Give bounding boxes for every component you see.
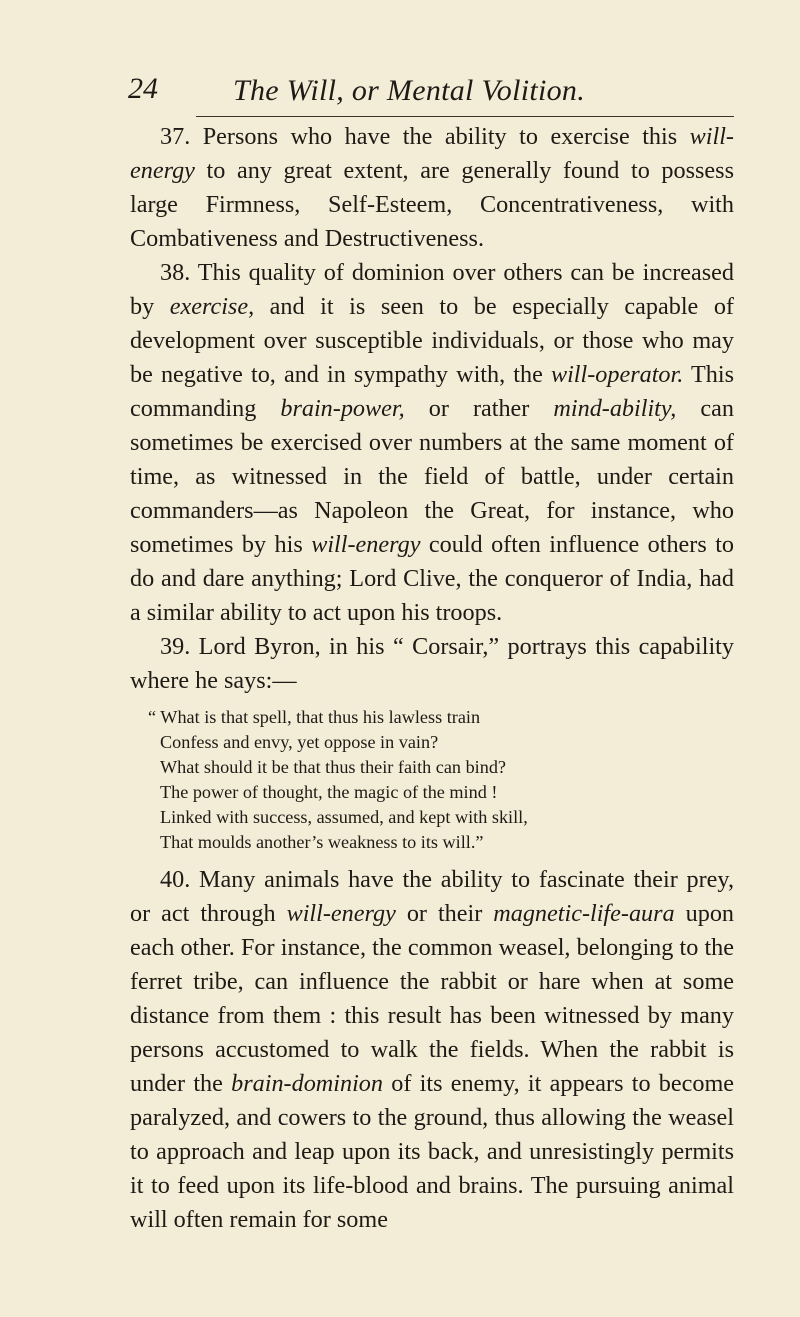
paragraph-number: 40. <box>160 866 191 893</box>
text-run: upon each other. For instance, the common weasel, belonging to the ferret tribe, can influence the rabbit or hare when at some distance from them : this result has been witnessed by many persons accustomed to walk the fields. When the rabbit is under the <box>130 900 735 1097</box>
italic-term: exercise, <box>169 293 255 320</box>
running-title: The Will, or Mental Volition. <box>233 74 586 107</box>
italic-term: brain-dominion <box>231 1070 383 1097</box>
paragraph-number: 39. <box>160 633 191 660</box>
paragraph-number: 38. <box>160 259 191 286</box>
paragraph-number: 37. <box>160 123 191 150</box>
body-text <box>130 120 734 1237</box>
verse-line: Linked with success, assumed, and kept with skill, <box>160 807 528 827</box>
text-run: of its enemy, it appears to become paralyzed, and cowers to the ground, thus allowing the weasel to approach and leap upon its back, and unresistingly permits it to feed upon its life-blood and brains. The pursuing animal will often remain for some <box>130 1070 734 1233</box>
text-run: Many animals have the ability to fascinate their prey, or act through <box>130 866 734 927</box>
italic-term: will-energy <box>286 900 396 927</box>
italic-term: brain-power, <box>280 395 405 422</box>
verse-line: “ What is that spell, that thus his lawless train <box>148 707 481 727</box>
paragraph-39 <box>130 630 734 698</box>
page-number: 24 <box>128 72 158 105</box>
text-run: can sometimes be exercised over numbers at the same moment of time, as witnessed in the field of battle, under certain commanders—as Napoleon the Great, for instance, who sometimes by his <box>130 395 734 558</box>
text-run: and it is seen to be especially capable of development over susceptible individuals, or those who may be negative to, and in sympathy with, the <box>130 293 734 388</box>
header-rule <box>196 116 734 117</box>
verse-line: What should it be that thus their faith can bind? <box>160 757 506 777</box>
text-run: This quality of dominion over others can be increased by <box>130 259 734 320</box>
text-run: could often influence others to do and dare anything; Lord Clive, the conqueror of India, had a similar ability to act upon his troops. <box>130 531 735 626</box>
italic-term: will-energy <box>130 123 734 184</box>
text-run: or rather <box>404 395 554 422</box>
paragraph-40 <box>130 863 734 1237</box>
verse-line: Confess and envy, yet oppose in vain? <box>160 732 439 752</box>
page-header <box>0 62 800 112</box>
paragraph-37 <box>130 120 734 256</box>
text-run: or their <box>395 900 494 927</box>
paragraph-38 <box>130 256 734 630</box>
text-run: Lord Byron, in his “ Corsair,” portrays this capability where he says:— <box>130 633 734 694</box>
verse-quotation <box>130 705 734 855</box>
italic-term: will-operator. <box>550 361 684 388</box>
text-run: This commanding <box>130 361 734 422</box>
text-run: Persons who have the ability to exercise this <box>190 123 690 150</box>
italic-term: mind-ability, <box>553 395 677 422</box>
italic-term: will-energy <box>311 531 421 558</box>
verse-line: The power of thought, the magic of the mind ! <box>160 782 498 802</box>
text-run: to any great extent, are generally found to possess large Firmness, Self-Esteem, Concentrativeness, with Combativeness and Destructiveness. <box>130 157 734 252</box>
verse-line: That moulds another’s weakness to its will.” <box>160 832 484 852</box>
italic-term: magnetic-life-aura <box>493 900 675 927</box>
